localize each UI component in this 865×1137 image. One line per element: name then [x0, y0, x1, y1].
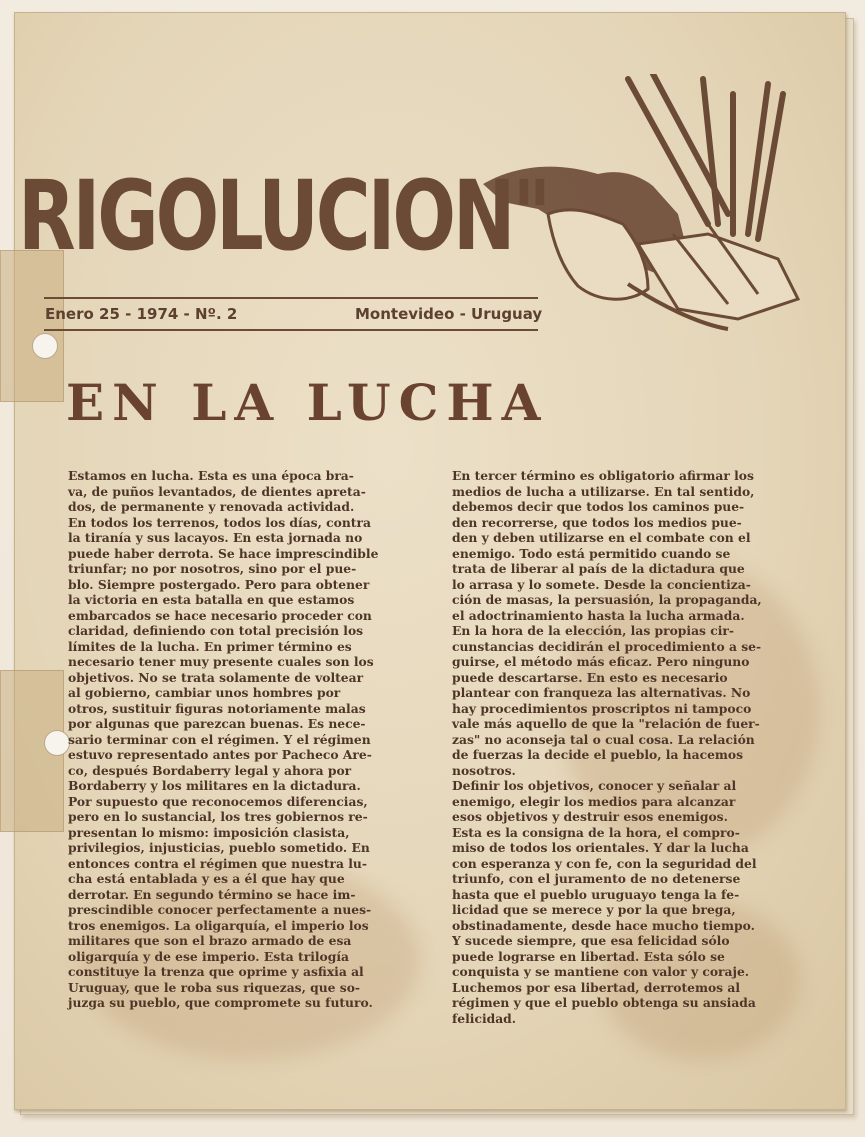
article-column-right: En tercer término es obligatorio afirmar los medios de lucha a utilizarse. En tal sentido, debemos decir que todos los caminos pue- den recorrerse, que todos los medios pue- den y deben utilizarse en el combate con el enemigo. Todo está permitido cuando se trata de liberar al país de la dictadura que lo arrasa y lo somete. Desde la concientiza- ción de masas, la persuasión, la propaganda, el adoctrinamiento hasta la lucha armada. En la hora de la elección, las propias cir- cunstancias decidirán el procedimiento a se- guirse, el método más eficaz. Pero ninguno puede descartarse. En esto es necesario plantear con franqueza las alternativas. No hay procedimientos proscriptos ni tampoco vale más aquello de que la "relación de fuer- zas" no aconseja tal o cual cosa. La relación de fuerzas la decide el pueblo, la hacemos nosotros. Definir los objetivos, conocer y señalar al enemigo, elegir los medios para alcanzar esos objetivos y destruir esos enemigos. Esta es la consigna de la hora, el compro- miso de todos los orientales. Y dar la lucha con esperanza y con fe, con la seguridad del triunfo, con el juramento de no detenerse hasta que el pueblo uruguayo tenga la fe- licidad que se merece y por la que brega, obstinadamente, desde hace mucho tiempo. Y sucede siempre, que esa felicidad sólo puede lograrse en libertad. Esta sólo se conquista y se mantiene con valor y coraje. Luchemos por esa libertad, derrotemos al régimen y que el pueblo obtenga su ansiada felicidad. — [452, 468, 762, 1026]
punch-hole — [44, 730, 70, 756]
tape-strip — [0, 250, 64, 402]
issue-date: Enero 25 - 1974 - Nº. 2 — [45, 305, 238, 323]
masthead-rule-bottom — [44, 329, 538, 331]
masthead-illustration — [478, 74, 818, 334]
masthead-title: RIGOLUCION" — [18, 160, 549, 272]
masthead-rule-top — [44, 297, 538, 299]
article-headline: EN LA LUCHA — [66, 373, 549, 432]
punch-hole — [32, 333, 58, 359]
issue-place: Montevideo - Uruguay — [355, 305, 543, 323]
article-column-left: Estamos en lucha. Esta es una época bra- va, de puños levantados, de dientes apreta- dos, de permanente y renovada actividad. En todos los terrenos, todos los días, contra la tiranía y sus lacayos. En esta jornada no puede haber derrota. Se hace imprescindible triunfar; no por nosotros, sino por el pue- blo. Siempre postergado. Pero para obtener la victoria en esta batalla en que estamos embarcados se hace necesario proceder con claridad, definiendo con total precisión los límites de la lucha. En primer término es necesario tener muy presente cuales son los objetivos. No se trata solamente de voltear al gobierno, cambiar unos hombres por otros, sustituir figuras notoriamente malas por algunas que parezcan buenas. Es nece- sario terminar con el régimen. Y el régimen estuvo representado antes por Pacheco Are- co, después Bordaberry legal y ahora por Bordaberry y los militares en la dictadura. Por supuesto que reconocemos diferencias, pero en lo sustancial, los tres gobiernos re- presentan lo mismo: imposición clasista, privilegios, injusticias, pueblo sometido. En entonces contra el régimen que nuestra lu- cha está entablada y es a él que hay que derrotar. En segundo término se hace im- prescindible conocer perfectamente a nues- tros enemigos. La oligarquía, el imperio los militares que son el brazo armado de esa oligarquía y de ese imperio. Esta trilogía constituye la trenza que oprime y asfixia al Uruguay, que le roba sus riquezas, que so- juzga su pueblo, que compromete su futuro. — [68, 468, 379, 1010]
